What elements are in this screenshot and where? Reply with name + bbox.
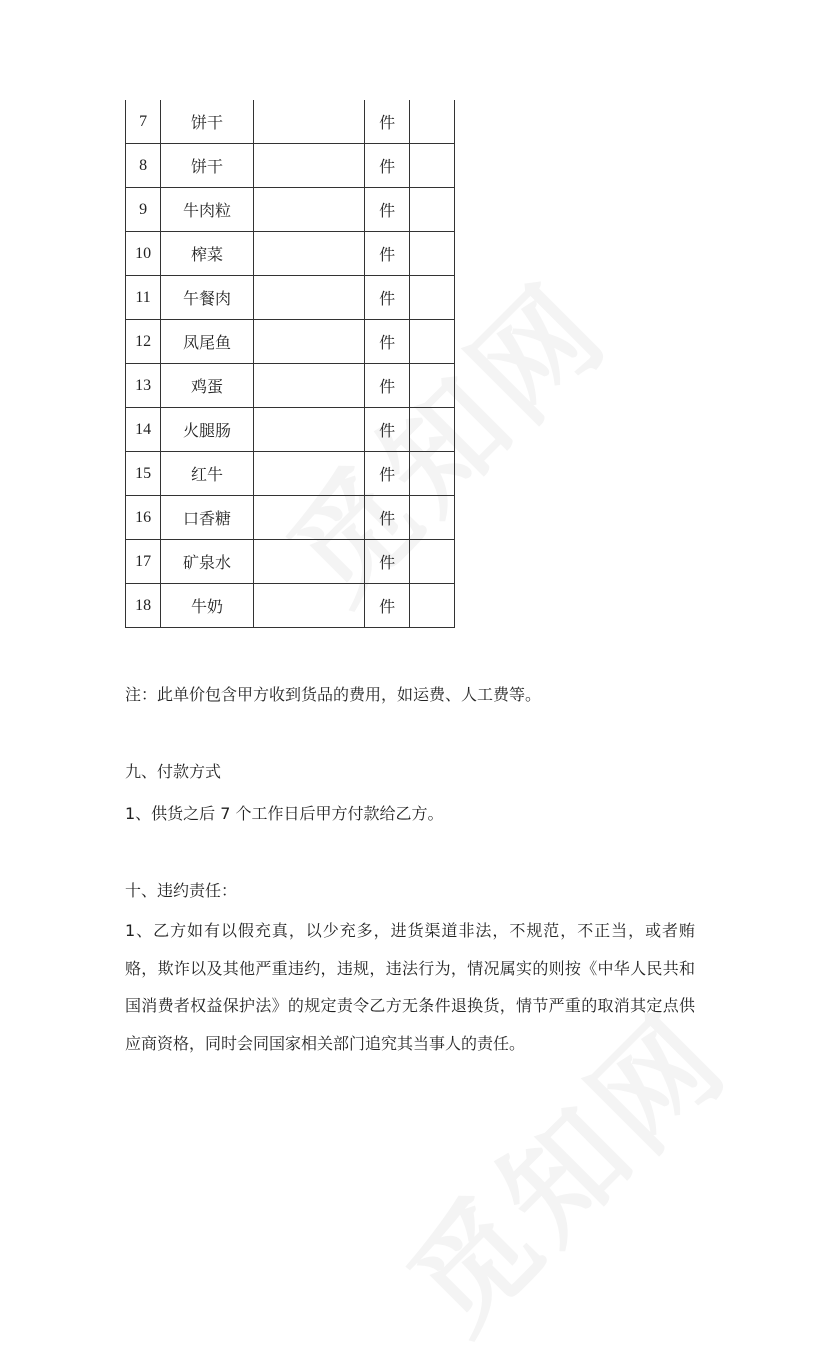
section-10-heading: 十、违约责任： xyxy=(125,881,238,900)
table-row xyxy=(126,100,455,144)
cell-item-name: 红牛 xyxy=(161,452,254,496)
table-row xyxy=(126,540,455,584)
cell-item-name: 饼干 xyxy=(161,144,254,188)
cell-spec xyxy=(253,100,365,144)
cell-number: 17 xyxy=(126,540,161,584)
price-note: 注：此单价包含甲方收到货品的费用，如运费、人工费等。 xyxy=(125,685,542,704)
cell-quantity xyxy=(409,188,454,232)
cell-quantity xyxy=(409,364,454,408)
cell-unit: 件 xyxy=(365,496,409,540)
cell-spec xyxy=(253,320,365,364)
cell-quantity xyxy=(409,540,454,584)
cell-spec xyxy=(253,452,365,496)
cell-unit: 件 xyxy=(365,408,409,452)
cell-item-name: 口香糖 xyxy=(161,496,254,540)
cell-unit: 件 xyxy=(365,584,409,628)
cell-number: 10 xyxy=(126,232,161,276)
table-row xyxy=(126,408,455,452)
table-row xyxy=(126,276,455,320)
cell-spec xyxy=(253,364,365,408)
cell-item-name: 饼干 xyxy=(161,100,254,144)
cell-number: 15 xyxy=(126,452,161,496)
table-row xyxy=(126,452,455,496)
table-row xyxy=(126,496,455,540)
cell-unit: 件 xyxy=(365,320,409,364)
section-9-heading: 九、付款方式 xyxy=(125,762,222,781)
cell-number: 16 xyxy=(126,496,161,540)
cell-quantity xyxy=(409,452,454,496)
cell-item-name: 榨菜 xyxy=(161,232,254,276)
cell-unit: 件 xyxy=(365,452,409,496)
cell-unit: 件 xyxy=(365,540,409,584)
cell-unit: 件 xyxy=(365,276,409,320)
cell-quantity xyxy=(409,320,454,364)
cell-item-name: 凤尾鱼 xyxy=(161,320,254,364)
cell-spec xyxy=(253,496,365,540)
cell-spec xyxy=(253,540,365,584)
cell-unit: 件 xyxy=(365,100,409,144)
cell-number: 11 xyxy=(126,276,161,320)
cell-unit: 件 xyxy=(365,364,409,408)
cell-spec xyxy=(253,408,365,452)
cell-quantity xyxy=(409,144,454,188)
cell-item-name: 牛肉粒 xyxy=(161,188,254,232)
cell-item-name: 鸡蛋 xyxy=(161,364,254,408)
cell-number: 18 xyxy=(126,584,161,628)
cell-item-name: 午餐肉 xyxy=(161,276,254,320)
cell-quantity xyxy=(409,276,454,320)
cell-quantity xyxy=(409,100,454,144)
cell-quantity xyxy=(409,232,454,276)
cell-spec xyxy=(253,584,365,628)
cell-spec xyxy=(253,232,365,276)
cell-spec xyxy=(253,144,365,188)
cell-spec xyxy=(253,188,365,232)
section-10-item-1: 1、乙方如有以假充真，以少充多，进货渠道非法，不规范，不正当，或者贿赂，欺诈以及其他严重违约，违规，违法行为，情况属实的则按《中华人民共和国消费者权益保护法》的规定责令乙方无条件退换货，情节严重的取消其定点供应商资格，同时会同国家相关部门追究其当事人的责任。 xyxy=(125,921,695,1053)
cell-spec xyxy=(253,276,365,320)
cell-number: 8 xyxy=(126,144,161,188)
cell-item-name: 牛奶 xyxy=(161,584,254,628)
cell-number: 12 xyxy=(126,320,161,364)
cell-number: 9 xyxy=(126,188,161,232)
table-row xyxy=(126,364,455,408)
cell-item-name: 火腿肠 xyxy=(161,408,254,452)
cell-number: 14 xyxy=(126,408,161,452)
table-row xyxy=(126,320,455,364)
cell-number: 7 xyxy=(126,100,161,144)
table-row xyxy=(126,232,455,276)
table-row xyxy=(126,188,455,232)
cell-quantity xyxy=(409,408,454,452)
cell-unit: 件 xyxy=(365,144,409,188)
cell-quantity xyxy=(409,584,454,628)
section-9-item-1: 1、供货之后 7 个工作日后甲方付款给乙方。 xyxy=(125,804,444,823)
goods-table xyxy=(125,100,455,628)
table-row xyxy=(126,144,455,188)
table-row xyxy=(126,584,455,628)
cell-unit: 件 xyxy=(365,188,409,232)
cell-item-name: 矿泉水 xyxy=(161,540,254,584)
cell-unit: 件 xyxy=(365,232,409,276)
cell-quantity xyxy=(409,496,454,540)
cell-number: 13 xyxy=(126,364,161,408)
